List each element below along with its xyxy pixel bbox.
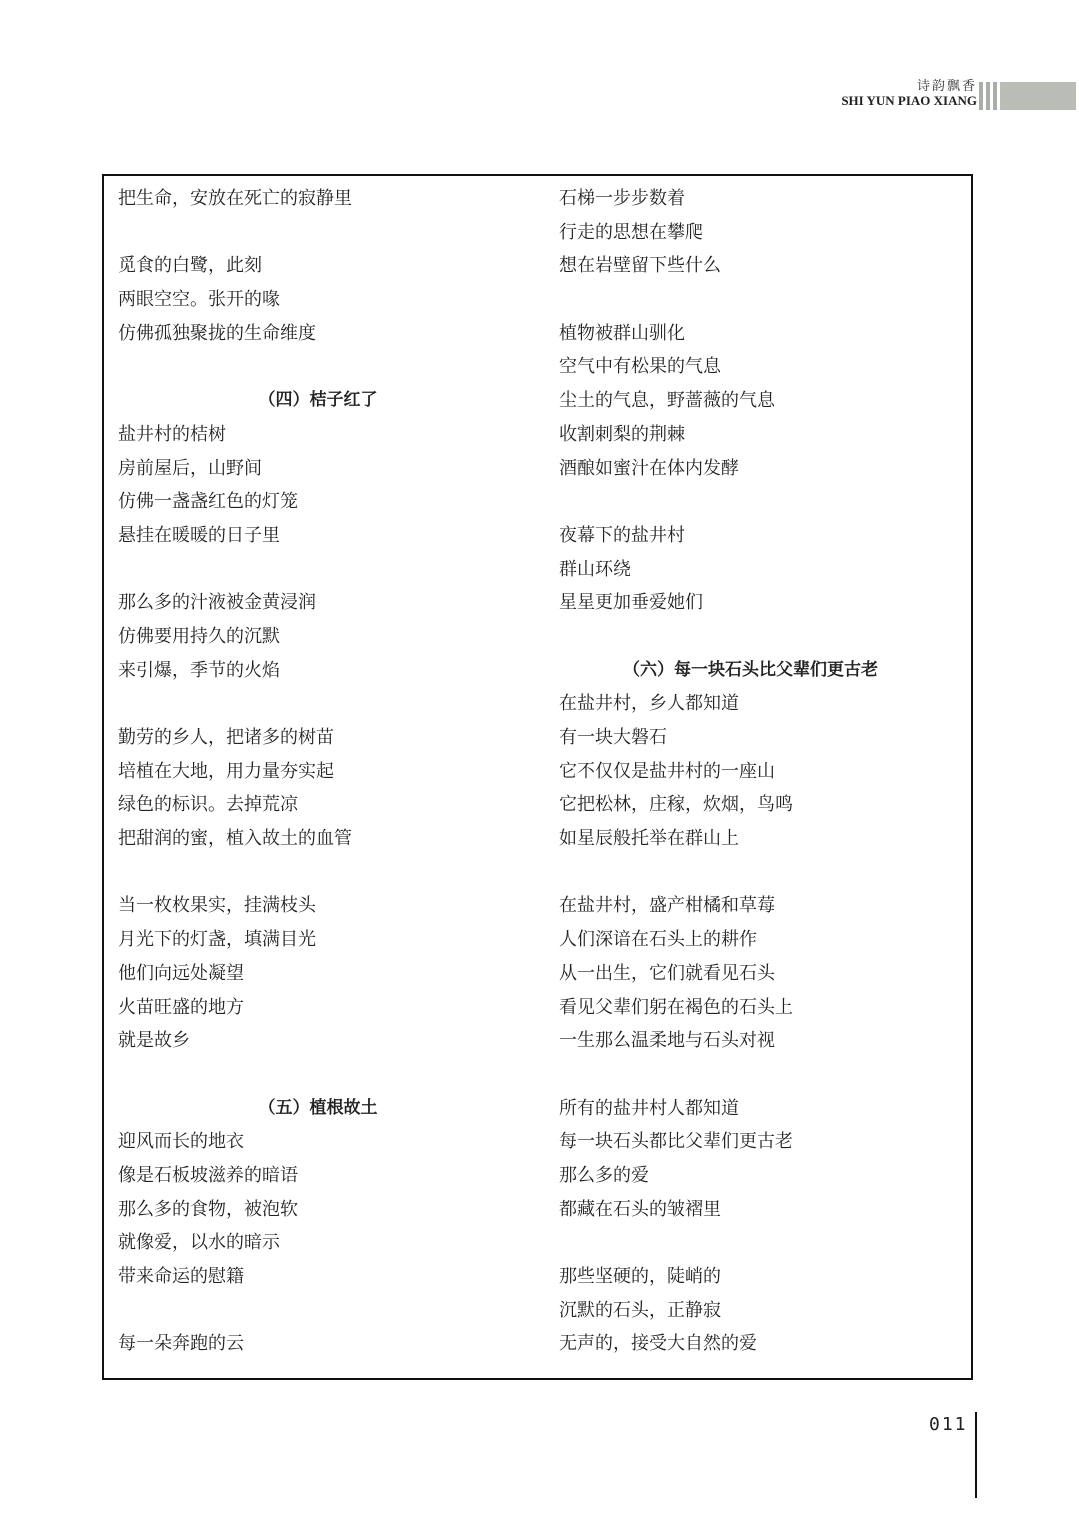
header-bar [986,82,990,110]
poem-line: 绿色的标识。去掉荒凉 [118,794,298,816]
stanza-break [118,856,518,890]
poem-line: 收割刺梨的荆棘 [559,423,685,445]
stanza-break [559,620,959,654]
poem-line: 盐井村的桔树 [118,423,226,445]
stanza-break [118,216,518,250]
poem-line: 尘土的气息，野蔷薇的气息 [559,390,775,412]
poem-line: 都藏在石头的皱褶里 [559,1198,721,1220]
poem-line: 仿佛要用持久的沉默 [118,625,280,647]
poem-line: 仿佛一盏盏红色的灯笼 [118,491,298,513]
poem-line: 在盐井村，乡人都知道 [559,693,739,715]
poem-line: 从一出生，它们就看见石头 [559,962,775,984]
poem-line: 把生命，安放在死亡的寂静里 [118,188,352,209]
poem-line: 他们向远处凝望 [118,962,244,984]
header-decoration-bars [979,82,1076,110]
poem-line: 酒酿如蜜汁在体内发酵 [559,457,739,479]
poem-line: 培植在大地，用力量夯实起 [118,760,334,782]
poem-line: 所有的盐井村人都知道 [559,1097,739,1119]
left-column [118,182,518,1361]
poem-line: 悬挂在暖暖的日子里 [118,524,280,546]
poem-line: 就是故乡 [118,1030,190,1052]
header-block [1000,82,1076,110]
header-title-cn: 诗韵飘香 [916,79,977,94]
stanza-break [559,856,959,890]
poem-line: 当一枚枚果实，挂满枝头 [118,895,316,917]
stanza-break [118,553,518,587]
section-heading: （四）桔子红了 [258,390,378,411]
poem-line: 像是石板坡滋养的暗语 [118,1164,298,1186]
poem-line: 沉默的石头，正静寂 [559,1299,721,1321]
poem-line: 石梯一步步数着 [559,188,685,209]
poem-line: 看见父辈们躬在褐色的石头上 [559,996,793,1018]
poem-line: 觅食的白鹭，此刻 [118,255,262,277]
poem-line: 带来命运的慰籍 [118,1266,244,1287]
stanza-break [559,1058,959,1092]
stanza-break [118,687,518,721]
poem-line: 空气中有松果的气息 [559,356,721,378]
poem-line: 星星更加垂爱她们 [559,592,703,614]
header-bar [979,82,983,110]
poem-line: 两眼空空。张开的喙 [118,289,280,311]
stanza-break [118,1058,518,1092]
poem-line: 人们深谙在石头上的耕作 [559,929,757,951]
poem-line: 那么多的食物，被泡软 [118,1198,298,1220]
poem-line: 就像爱，以水的暗示 [118,1232,280,1254]
stanza-break [118,350,518,384]
poem-line: 在盐井村，盛产柑橘和草莓 [559,895,775,917]
poem-line: 植物被群山驯化 [559,322,685,344]
poem-line: 那么多的汁液被金黄浸润 [118,592,316,614]
poem-line: 它把松林，庄稼，炊烟，鸟鸣 [559,794,793,816]
header-title-en: SHI YUN PIAO XIANG [841,93,977,109]
header-bar [993,82,997,110]
poem-line: 那么多的爱 [559,1164,649,1186]
stanza-break [559,283,959,317]
poem-line: 每一块石头都比父辈们更古老 [559,1131,793,1153]
poem-line: 一生那么温柔地与石头对视 [559,1030,775,1052]
poem-line: 想在岩壁留下些什么 [559,255,721,277]
poem-line: 月光下的灯盏，填满目光 [118,929,316,951]
poem-line: 勤劳的乡人，把诸多的树苗 [118,727,334,748]
page-number: 011 [929,1414,968,1435]
poem-line: 无声的，接受大自然的爱 [559,1333,757,1355]
poem-line: 夜幕下的盐井村 [559,524,685,546]
poem-line: 如星辰般托举在群山上 [559,828,739,850]
stanza-break [559,1226,959,1260]
running-header [841,80,977,109]
poem-line: 房前屋后，山野间 [118,457,262,479]
section-heading: （六）每一块石头比父辈们更古老 [623,659,878,680]
poem-line: 把甜润的蜜，植入故土的血管 [118,828,352,850]
poem-line: 来引爆，季节的火焰 [118,659,280,681]
right-column [559,182,959,1361]
stanza-break [559,485,959,519]
poem-line: 那些坚硬的，陡峭的 [559,1266,721,1287]
section-heading: （五）植根故土 [258,1097,378,1118]
poem-line: 群山环绕 [559,558,631,580]
poem-line: 仿佛孤独聚拢的生命维度 [118,322,316,344]
poem-line: 它不仅仅是盐井村的一座山 [559,760,775,782]
poem-line: 火苗旺盛的地方 [118,996,244,1018]
poem-line: 行走的思想在攀爬 [559,221,703,243]
poem-line: 有一块大磐石 [559,727,667,748]
stanza-break [118,1294,518,1328]
poem-line: 每一朵奔跑的云 [118,1333,244,1355]
poem-line: 迎风而长的地衣 [118,1131,244,1153]
page-number-rule [975,1412,977,1498]
